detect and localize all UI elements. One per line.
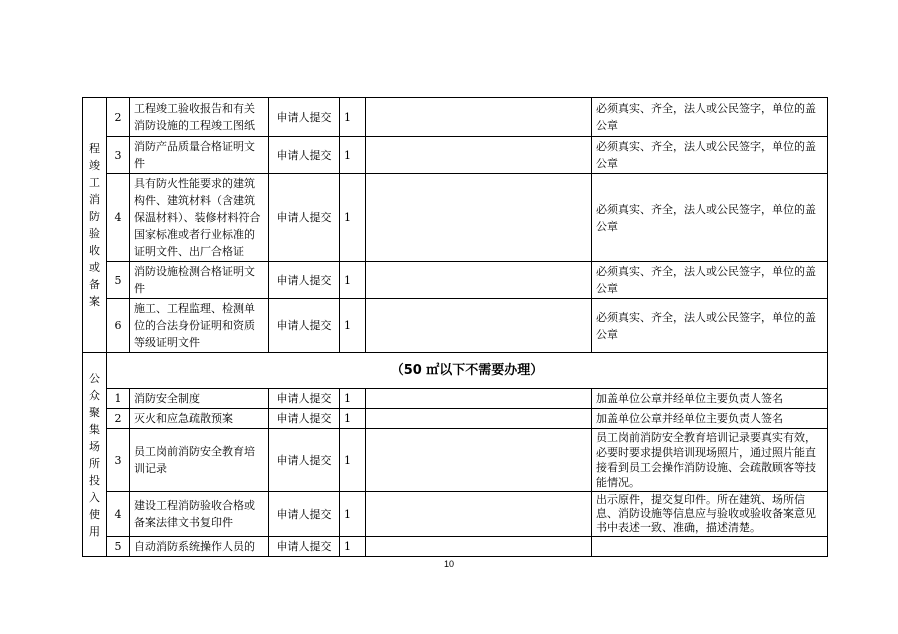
copy-count: 1 [340, 492, 366, 537]
table-row [83, 537, 828, 557]
submitter: 申请人提交 [269, 98, 340, 137]
table-row [83, 353, 828, 389]
copy-count: 1 [340, 299, 366, 353]
row-number: 5 [107, 537, 130, 557]
row-number: 5 [107, 262, 130, 299]
requirement-note: 必须真实、齐全，法人或公民签字，单位的盖公章 [592, 137, 828, 174]
material-name: 自动消防系统操作人员的 [130, 537, 269, 557]
empty-cell [366, 537, 592, 557]
requirement-note: 必须真实、齐全，法人或公民签字，单位的盖公章 [592, 98, 828, 137]
requirements-table [82, 97, 828, 557]
empty-cell [366, 137, 592, 174]
requirement-note: 必须真实、齐全，法人或公民签字，单位的盖公章 [592, 174, 828, 262]
requirement-note [592, 537, 828, 557]
material-name: 消防产品质量合格证明文件 [130, 137, 269, 174]
table-row [83, 137, 828, 174]
row-number: 4 [107, 174, 130, 262]
copy-count: 1 [340, 537, 366, 557]
requirement-note: 加盖单位公章并经单位主要负责人签名 [592, 409, 828, 429]
copy-count: 1 [340, 262, 366, 299]
submitter: 申请人提交 [269, 409, 340, 429]
material-name: 建设工程消防验收合格或备案法律文书复印件 [130, 492, 269, 537]
row-number: 2 [107, 409, 130, 429]
submitter: 申请人提交 [269, 262, 340, 299]
material-name: 员工岗前消防安全教育培训记录 [130, 429, 269, 492]
empty-cell [366, 409, 592, 429]
copy-count: 1 [340, 389, 366, 409]
requirement-note: 必须真实、齐全，法人或公民签字，单位的盖公章 [592, 299, 828, 353]
copy-count: 1 [340, 409, 366, 429]
requirement-note: 必须真实、齐全，法人或公民签字，单位的盖公章 [592, 262, 828, 299]
table-row [83, 492, 828, 537]
empty-cell [366, 98, 592, 137]
row-number: 3 [107, 429, 130, 492]
requirement-note: 出示原件，提交复印件。所在建筑、场所信息、消防设施等信息应与验收或验收备案意见书中表述一致、准确，描述清楚。 [592, 492, 828, 537]
submitter: 申请人提交 [269, 137, 340, 174]
empty-cell [366, 492, 592, 537]
empty-cell [366, 174, 592, 262]
page-number: 10 [443, 559, 454, 569]
empty-cell [366, 262, 592, 299]
material-name: 工程竣工验收报告和有关消防设施的工程竣工图纸 [130, 98, 269, 137]
empty-cell [366, 389, 592, 409]
row-number: 1 [107, 389, 130, 409]
submitter: 申请人提交 [269, 389, 340, 409]
material-name: 消防设施检测合格证明文件 [130, 262, 269, 299]
table-row [83, 98, 828, 137]
copy-count: 1 [340, 174, 366, 262]
requirement-note: 员工岗前消防安全教育培训记录要真实有效，必要时要求提供培训现场照片，通过照片能直接看到员工会操作消防设施、会疏散顾客等技能情况。 [592, 429, 828, 492]
submitter: 申请人提交 [269, 174, 340, 262]
section-label-acceptance: 程 竣 工 消 防 验 收 或 备 案 [83, 98, 107, 353]
material-name: 具有防火性能要求的建筑构件、建筑材料（含建筑保温材料）、装修材料符合国家标准或者行业标准的证明文件、出厂合格证 [130, 174, 269, 262]
copy-count: 1 [340, 429, 366, 492]
submitter: 申请人提交 [269, 537, 340, 557]
copy-count: 1 [340, 137, 366, 174]
requirement-note: 加盖单位公章并经单位主要负责人签名 [592, 389, 828, 409]
submitter: 申请人提交 [269, 429, 340, 492]
submitter: 申请人提交 [269, 492, 340, 537]
material-name: 消防安全制度 [130, 389, 269, 409]
row-number: 6 [107, 299, 130, 353]
table-row [83, 429, 828, 492]
material-name: 施工、工程监理、检测单位的合法身份证明和资质等级证明文件 [130, 299, 269, 353]
table-row [83, 174, 828, 262]
table-row [83, 389, 828, 409]
table-row [83, 299, 828, 353]
empty-cell [366, 299, 592, 353]
submitter: 申请人提交 [269, 299, 340, 353]
empty-cell [366, 429, 592, 492]
material-name: 灭火和应急疏散预案 [130, 409, 269, 429]
table-row [83, 262, 828, 299]
row-number: 2 [107, 98, 130, 137]
row-number: 4 [107, 492, 130, 537]
row-number: 3 [107, 137, 130, 174]
table-row [83, 409, 828, 429]
section-label-public-venue: 公 众 聚 集 场 所 投 入 使 用 [83, 353, 107, 557]
copy-count: 1 [340, 98, 366, 137]
notice-text: （50 ㎡以下不需要办理） [107, 353, 828, 389]
